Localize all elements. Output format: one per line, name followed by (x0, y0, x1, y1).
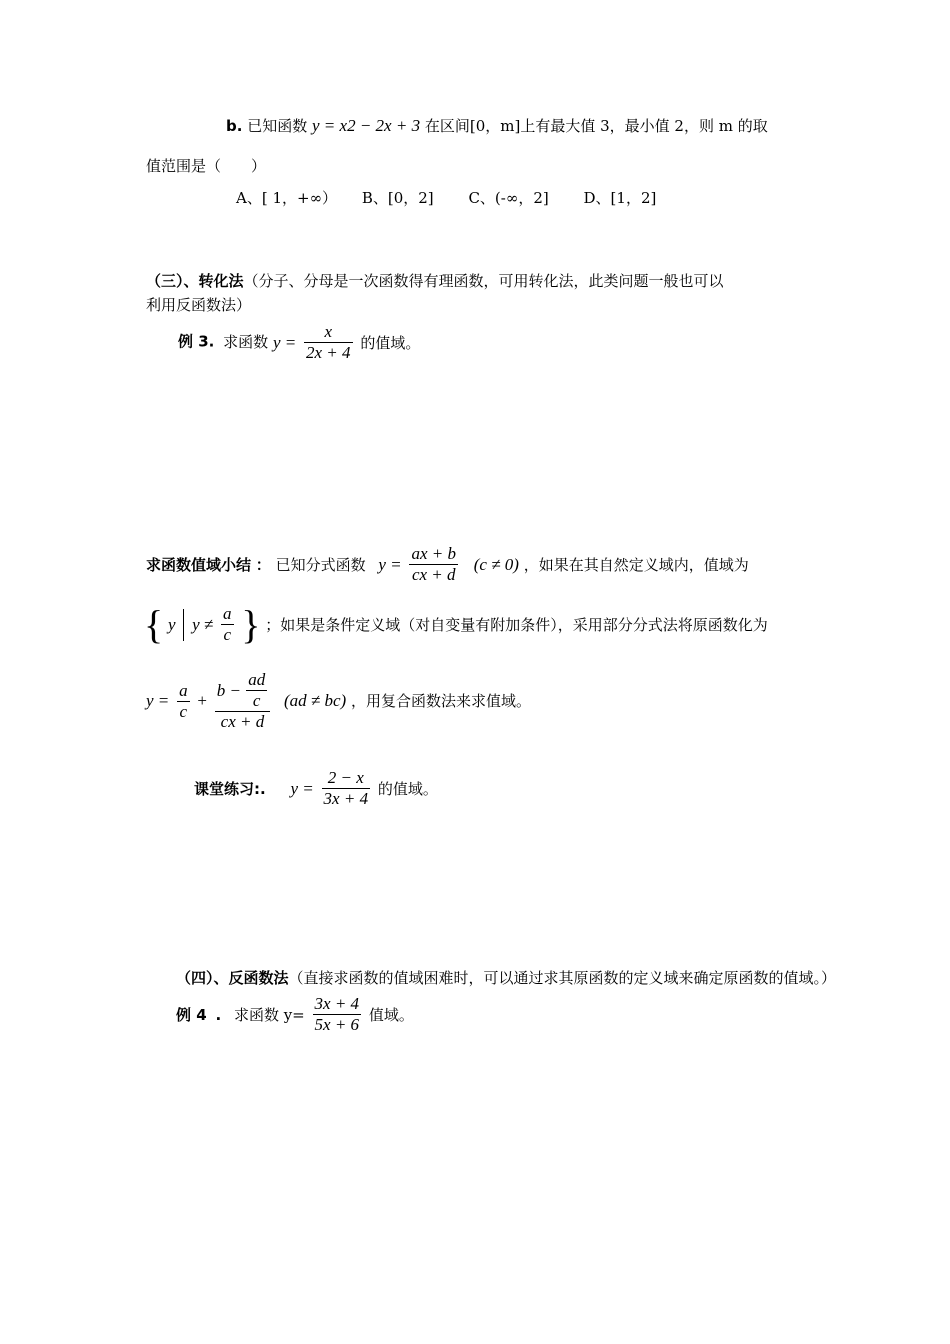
numerator: x (304, 322, 353, 343)
denominator: 2x + 4 (306, 343, 351, 362)
inner-numerator: ad (248, 670, 266, 689)
example-dot: . (208, 332, 215, 351)
example-text: 值域。 (368, 1005, 414, 1024)
section-desc: 利用反函数法） (146, 296, 252, 314)
denominator: c (179, 701, 188, 721)
practice (194, 768, 438, 809)
summary-text: ，用复合函数法来求值域。 (350, 692, 531, 710)
example-3 (178, 322, 420, 363)
numerator: 3x + 4 (314, 994, 360, 1013)
option-d: D、[1，2] (583, 189, 657, 207)
section-4-heading (176, 968, 836, 988)
question-text: 值范围是（ ） (146, 157, 267, 175)
summary-text: ，如果在其自然定义域内，值域为 (523, 555, 749, 574)
summary-line-1 (146, 544, 749, 585)
compound-fraction (215, 670, 270, 732)
example-label: 例 3 (178, 332, 209, 351)
section-desc: （分子、分母是一次函数得有理函数，可用转化法，此类问题一般也可以 (243, 272, 724, 290)
denominator: c (223, 625, 232, 644)
summary-line-3 (146, 670, 531, 732)
example-text: 求函数 (223, 332, 269, 351)
numerator: 2 − x (322, 768, 371, 789)
lhs: y = (378, 554, 402, 574)
lhs: y = (290, 778, 314, 798)
option-b: B、[0，2] (361, 189, 434, 207)
inner-fraction (246, 670, 267, 711)
set-close-brace: } (241, 601, 261, 647)
fraction (221, 604, 234, 645)
lhs: y = (272, 332, 297, 352)
summary-text: ；如果是条件定义域（对自变量有附加条件），采用部分分式法将原函数化为 (265, 615, 768, 634)
section-desc: （直接求函数的值域困难时，可以通过求其原函数的定义域来确定原函数的值域。） (288, 969, 837, 987)
section-title: （三）、转化法 (146, 272, 244, 290)
inner-denominator: c (252, 691, 261, 710)
question-label: b. (226, 117, 243, 135)
summary-line-2 (144, 601, 768, 647)
fraction (177, 681, 190, 722)
set-open-brace: { (144, 601, 164, 647)
condition: (c ≠ 0) (473, 554, 519, 574)
numerator: a (179, 680, 188, 700)
numerator (215, 670, 270, 712)
plus-sign: + (197, 691, 207, 710)
example-dot: . (215, 1005, 222, 1024)
summary-text: 已知分式函数 (275, 555, 366, 574)
question-b-continuation (146, 156, 266, 176)
condition: (ad ≠ bc) (283, 691, 347, 710)
denominator: 5x + 6 (314, 1015, 360, 1034)
denominator: cx + d (411, 565, 456, 584)
fraction (322, 768, 371, 809)
fraction (304, 322, 353, 363)
set-var: y (167, 614, 176, 634)
numerator: ax + b (411, 544, 456, 563)
option-a: A、[ 1，+∞） (236, 189, 338, 207)
summary-title: 求函数值域小结 (146, 555, 252, 574)
question-text: 已知函数 (247, 117, 308, 135)
question-b (226, 116, 768, 136)
section-3-desc-cont (146, 295, 251, 315)
formula: y = x2 − 2x + 3 (312, 116, 421, 135)
set-divider (183, 609, 184, 641)
practice-label: 课堂练习: (194, 779, 260, 798)
lhs: y = (146, 691, 170, 710)
example-text: 的值域。 (360, 333, 421, 352)
example-4 (176, 994, 414, 1035)
numerator: a (223, 604, 232, 623)
fraction (313, 994, 362, 1035)
practice-dot: . (260, 779, 266, 798)
denominator: cx + d (220, 712, 265, 731)
denominator: 3x + 4 (323, 789, 369, 808)
example-label: 例 4 (176, 1005, 207, 1024)
section-title: （四）、反函数法 (176, 969, 289, 987)
option-c: C、(-∞，2] (468, 189, 549, 207)
practice-text: 的值域。 (377, 779, 438, 798)
question-text: 在区间[0，m]上有最大值 3，最小值 2，则 m 的取 (424, 117, 768, 135)
numerator-b: b − (216, 680, 241, 700)
fraction (409, 544, 458, 585)
example-text: 求函数 y= (233, 1005, 305, 1024)
set-relation: y ≠ (192, 614, 214, 634)
options (236, 188, 656, 208)
section-3-heading (146, 271, 724, 291)
summary-colon: ： (255, 555, 271, 574)
